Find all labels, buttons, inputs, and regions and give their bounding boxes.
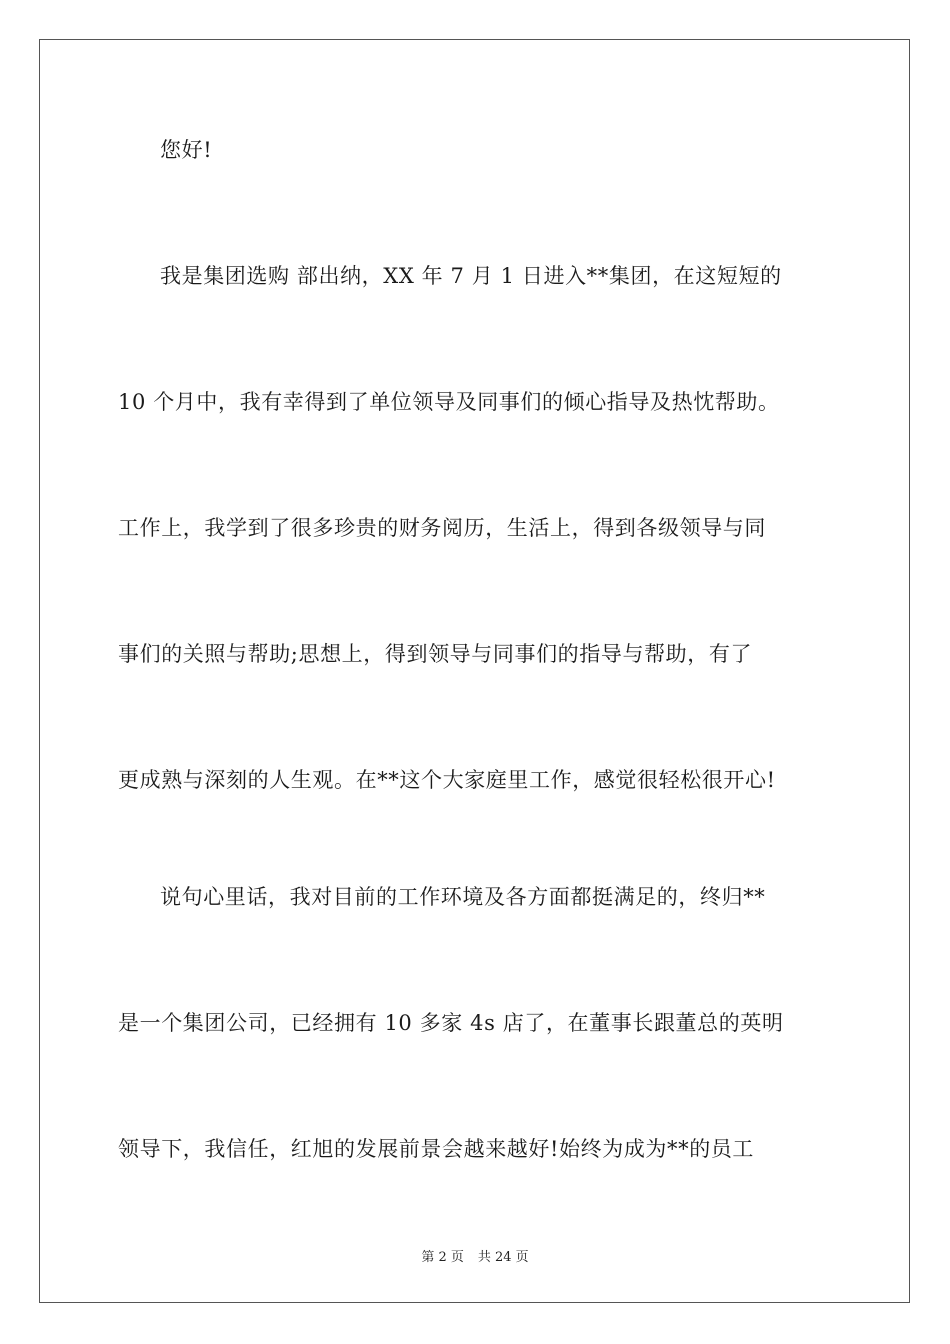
paragraph-line: 是一个集团公司，已经拥有 10 多家 4s 店了，在董事长跟董总的英明 <box>118 1011 784 1035</box>
paragraph-line: 10 个月中，我有幸得到了单位领导及同事们的倾心指导及热忱帮助。 <box>118 390 780 414</box>
paragraph-line: 更成熟与深刻的人生观。在**这个大家庭里工作，感觉很轻松很开心! <box>118 768 776 792</box>
page-total: 共 24 页 <box>477 1250 529 1265</box>
paragraph-line: 领导下，我信任，红旭的发展前景会越来越好!始终为成为**的员工 <box>118 1137 755 1161</box>
page-footer <box>0 1246 950 1265</box>
greeting-line: 您好! <box>160 138 213 162</box>
paragraph-line: 工作上，我学到了很多珍贵的财务阅历，生活上，得到各级领导与同 <box>118 516 766 540</box>
paragraph-line: 事们的关照与帮助;思想上，得到领导与同事们的指导与帮助，有了 <box>118 642 753 666</box>
paragraph-line: 说句心里话，我对目前的工作环境及各方面都挺满足的，终归** <box>160 885 766 909</box>
page-border <box>39 39 910 1303</box>
page-number: 第 2 页 <box>421 1250 464 1265</box>
paragraph-line: 我是集团选购 部出纳，XX 年 7 月 1 日进入**集团，在这短短的 <box>160 264 782 288</box>
